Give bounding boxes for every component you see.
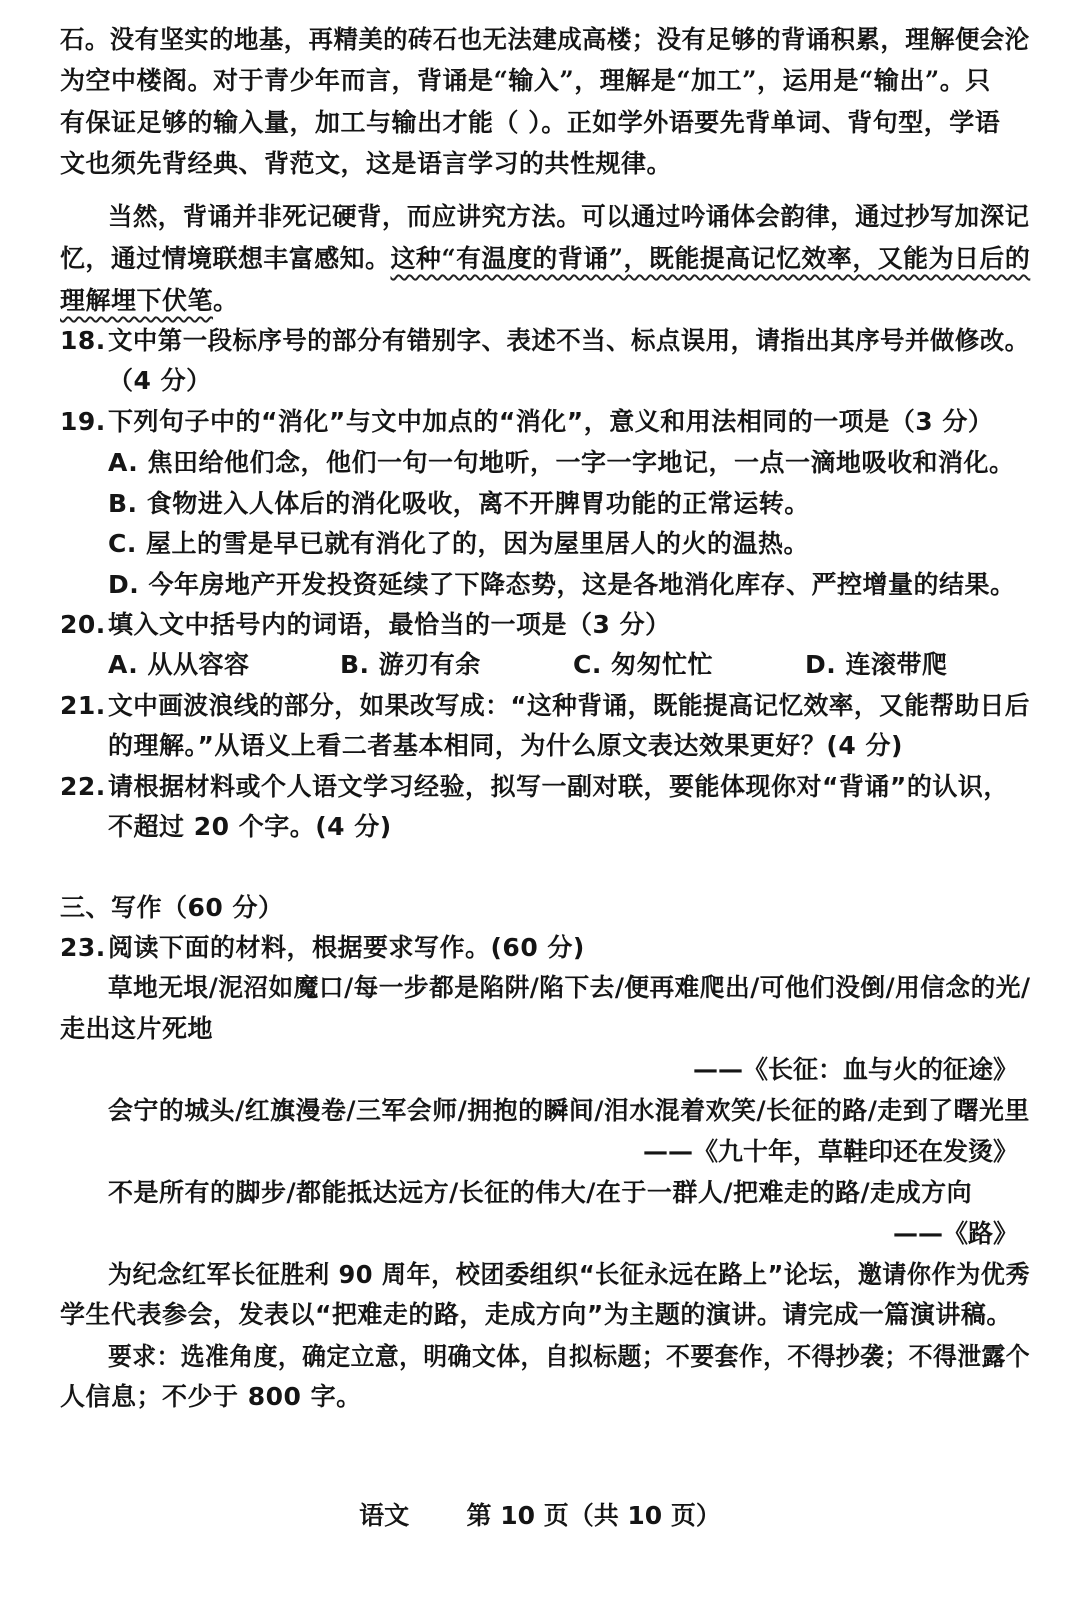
question-19-option-c: C. 屋上的雪是早已就有消化了的，因为屋里居人的火的温热。 [108,529,810,558]
question-22-text: 请根据材料或个人语文学习经验，拟写一副对联，要能体现你对“背诵”的认识， [108,772,1009,801]
section-title: 三、写作（60 分） [60,893,284,922]
requirements-text: 要求：选准角度，确定立意，明确文体，自拟标题；不要套作，不得抄袭；不得泄露个 [108,1342,1031,1371]
question-21-text: 文中画波浪线的部分，如果改写成：“这种背诵，既能提高记忆效率，又能帮助日后 [108,691,1030,720]
poem-source: ——《路》 [892,1219,1018,1248]
end-punct: 。 [213,286,239,315]
footer-page-number: 第 10 页（共 10 页） [466,1501,721,1530]
passage-line: 当然，背诵并非死记硬背，而应讲究方法。可以通过吟诵体会韵律，通过抄写加深记 [108,202,1030,231]
question-20-number: 20. [60,610,106,639]
passage-line: 文也须先背经典、背范文，这是语言学习的共性规律。 [60,149,673,178]
question-20-stem: 填入文中括号内的词语，最恰当的一项是（3 分） [108,610,671,639]
question-19-stem: 下列句子中的“消化”与文中加点的“消化”，意义和用法相同的一项是（3 分） [108,407,994,436]
question-20-option-a: A. 从从容容 [108,650,250,679]
poem-source: ——《长征：血与火的征途》 [692,1055,1018,1084]
poem-line: 走出这片死地 [60,1014,214,1043]
question-19-option-d: D. 今年房地产开发投资延续了下降态势，这是各地消化库存、严控增量的结果。 [108,570,1016,599]
page-footer [0,1496,1080,1532]
passage-line-text: 忆，通过情境联想丰富感知。 [60,244,391,273]
question-18-text: 文中第一段标序号的部分有错别字、表述不当、标点误用，请指出其序号并做修改。 [108,326,1030,355]
question-20-option-b: B. 游刃有余 [340,650,481,679]
poem-line: 不是所有的脚步/都能抵达远方/长征的伟大/在于一群人/把难走的路/走成方向 [108,1178,973,1207]
question-19-option-a: A. 焦田给他们念，他们一句一句地听，一字一字地记，一点一滴地吸收和消化。 [108,448,1015,477]
question-20-option-d: D. 连滚带爬 [805,650,948,679]
question-18-number: 18. [60,326,106,355]
question-19-number: 19. [60,407,106,436]
question-21-text: 的理解。”从语义上看二者基本相同，为什么原文表达效果更好？(4 分) [108,731,903,760]
task-text: 学生代表参会，发表以“把难走的路，走成方向”为主题的演讲。请完成一篇演讲稿。 [60,1300,1012,1329]
question-18-score: （4 分） [108,366,212,395]
passage-line: 有保证足够的输入量，加工与输出才能（ ）。正如学外语要先背单词、背句型，学语 [60,108,1001,137]
question-23-number: 23. [60,933,106,962]
wavy-underlined-text: 这种“有温度的背诵”，既能提高记忆效率，又能为日后的 [390,244,1031,273]
passage-line: 为空中楼阁。对于青少年而言，背诵是“输入”，理解是“加工”，运用是“输出”。只 [60,66,991,95]
passage-line-with-wavy [60,281,239,321]
requirements-text: 人信息；不少于 800 字。 [60,1382,362,1411]
poem-line: 草地无垠/泥沼如魔口/每一步都是陷阱/陷下去/便再难爬出/可他们没倒/用信念的光/ [108,973,1031,1002]
passage-line: 石。没有坚实的地基，再精美的砖石也无法建成高楼；没有足够的背诵积累，理解便会沦 [60,25,1030,54]
footer-subject: 语文 [359,1501,410,1530]
question-22-number: 22. [60,772,106,801]
question-19-option-b: B. 食物进入人体后的消化吸收，离不开脾胃功能的正常运转。 [108,489,810,518]
question-20-option-c: C. 匆匆忙忙 [573,650,714,679]
question-22-text: 不超过 20 个字。(4 分) [108,812,392,841]
task-text: 为纪念红军长征胜利 90 周年，校团委组织“长征永远在路上”论坛，邀请你作为优秀 [108,1260,1031,1289]
poem-source: ——《九十年，草鞋印还在发烫》 [642,1137,1018,1166]
passage-line-with-wavy [60,239,1030,279]
question-23-stem: 阅读下面的材料，根据要求写作。(60 分) [108,933,585,962]
poem-line: 会宁的城头/红旗漫卷/三军会师/拥抱的瞬间/泪水混着欢笑/长征的路/走到了曙光里 [108,1096,1030,1125]
wavy-underlined-text: 理解埋下伏笔 [60,286,214,315]
question-21-number: 21. [60,691,106,720]
